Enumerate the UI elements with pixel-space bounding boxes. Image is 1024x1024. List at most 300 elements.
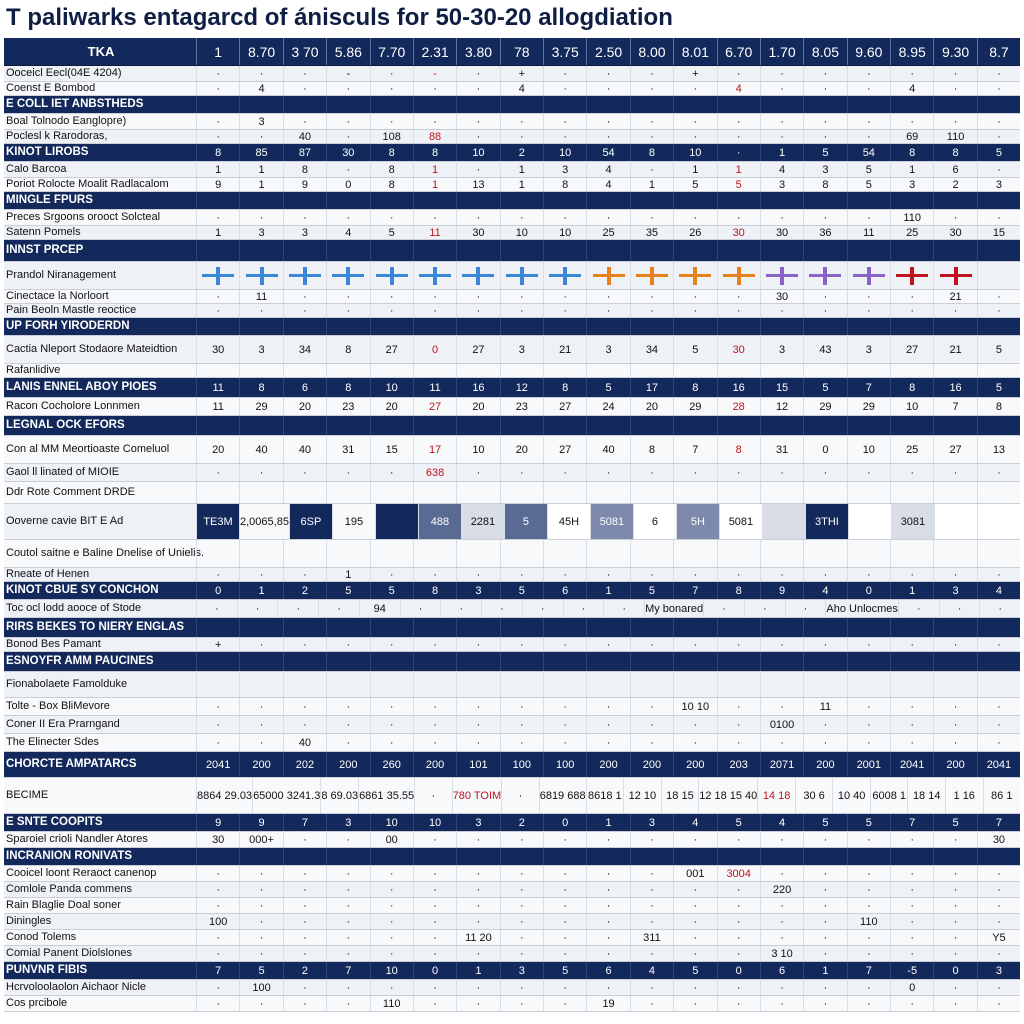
- table-cell: [413, 652, 456, 671]
- table-cell: ·: [543, 914, 586, 929]
- table-cell: [847, 618, 890, 637]
- table-cell: ·: [847, 210, 890, 225]
- section-row: [4, 962, 1020, 980]
- table-cell: ·: [847, 882, 890, 897]
- table-cell: 1 16: [945, 778, 983, 813]
- table-cell: 7: [847, 378, 890, 397]
- table-cell: 5: [717, 814, 760, 831]
- table-cell: 10: [543, 226, 586, 239]
- table-cell: 3: [239, 226, 282, 239]
- header-cells: [196, 38, 1020, 65]
- table-cell: [586, 540, 629, 567]
- table-cell: ·: [890, 866, 933, 881]
- table-cell: 94: [359, 600, 400, 617]
- table-cell: 40: [239, 436, 282, 463]
- table-cell: ·: [977, 638, 1020, 651]
- table-cell: [717, 416, 760, 435]
- table-cell: ·: [196, 66, 239, 81]
- table-cell: ·: [803, 464, 846, 481]
- table-cell: 3: [586, 336, 629, 363]
- table-cell: ·: [326, 898, 369, 913]
- table-cell: ·: [847, 980, 890, 995]
- table-cell: 4: [717, 82, 760, 95]
- table-cell: [326, 364, 369, 377]
- table-cell: ·: [500, 568, 543, 581]
- table-cell: 1: [239, 162, 282, 177]
- table-cell: 2041: [977, 752, 1020, 777]
- table-cell: ·: [977, 464, 1020, 481]
- table-cell: 11 20: [456, 930, 499, 945]
- table-cell: [717, 848, 760, 865]
- table-cell: ·: [933, 638, 976, 651]
- table-cell: [196, 318, 239, 335]
- table-cell: ·: [803, 568, 846, 581]
- table-cell: ·: [456, 210, 499, 225]
- table-cell: ·: [977, 734, 1020, 751]
- table-cell: 3: [456, 582, 499, 599]
- project-marker: [933, 262, 976, 289]
- table-cell: [370, 364, 413, 377]
- table-cell: [283, 364, 326, 377]
- table-cell: 4: [890, 82, 933, 95]
- table-cell: ·: [370, 698, 413, 715]
- table-cell: 4: [500, 82, 543, 95]
- table-cell: ·: [803, 304, 846, 317]
- table-cell: [196, 192, 239, 209]
- table-cell: 200: [413, 752, 456, 777]
- table-cell: ·: [933, 698, 976, 715]
- table-cell: 18 14: [907, 778, 945, 813]
- table-cell: ·: [673, 638, 716, 651]
- table-cell: ·: [326, 914, 369, 929]
- table-cell: 85: [239, 144, 282, 161]
- table-cell: 4: [673, 814, 716, 831]
- table-cell: [977, 652, 1020, 671]
- table-cell: 5: [326, 582, 369, 599]
- table-cell: 5: [370, 582, 413, 599]
- row-cells: [196, 378, 1020, 397]
- table-cell: ·: [630, 898, 673, 913]
- table-cell: 3081: [891, 504, 934, 539]
- table-cell: [543, 318, 586, 335]
- row-cells: [196, 398, 1020, 415]
- row-label: UP FORH YIRODERDN: [6, 320, 130, 332]
- table-cell: ·: [440, 600, 481, 617]
- table-cell: ·: [500, 946, 543, 961]
- table-cell: [673, 416, 716, 435]
- table-cell: ·: [326, 130, 369, 143]
- table-cell: ·: [283, 304, 326, 317]
- table-cell: [239, 416, 282, 435]
- header-cell: 8.95: [890, 38, 933, 65]
- table-cell: ·: [543, 898, 586, 913]
- row-cells: [196, 262, 1020, 289]
- table-cell: [456, 652, 499, 671]
- row-cells: [196, 778, 1020, 813]
- table-cell: ·: [890, 66, 933, 81]
- table-cell: 8864 29.03: [196, 778, 252, 813]
- table-cell: ·: [847, 464, 890, 481]
- table-cell: ·: [847, 130, 890, 143]
- table-cell: 24: [586, 398, 629, 415]
- table-cell: ·: [326, 304, 369, 317]
- table-cell: ·: [370, 930, 413, 945]
- table-cell: 0: [847, 582, 890, 599]
- table-cell: ·: [630, 716, 673, 733]
- table-cell: 10: [456, 436, 499, 463]
- table-cell: ·: [283, 996, 326, 1011]
- table-cell: ·: [977, 568, 1020, 581]
- table-cell: [196, 364, 239, 377]
- table-cell: 2041: [196, 752, 239, 777]
- table-cell: [803, 240, 846, 261]
- table-cell: [717, 618, 760, 637]
- table-cell: [586, 672, 629, 697]
- row-label: Coner II Era Prarngand: [6, 718, 120, 730]
- table-cell: 10: [456, 144, 499, 161]
- table-cell: [630, 652, 673, 671]
- table-cell: [326, 416, 369, 435]
- table-cell: ·: [977, 66, 1020, 81]
- table-cell: [239, 482, 282, 503]
- table-cell: [239, 192, 282, 209]
- table-cell: ·: [586, 210, 629, 225]
- table-cell: 100: [500, 752, 543, 777]
- table-cell: 100: [543, 752, 586, 777]
- table-cell: 200: [803, 752, 846, 777]
- table-cell: [370, 240, 413, 261]
- table-cell: 8: [630, 144, 673, 161]
- table-cell: ·: [283, 914, 326, 929]
- table-cell: ·: [283, 980, 326, 995]
- table-cell: [762, 504, 805, 539]
- table-cell: ·: [898, 600, 939, 617]
- table-cell: ·: [717, 698, 760, 715]
- row-cells: [196, 364, 1020, 377]
- table-cell: [456, 96, 499, 113]
- table-cell: 8: [413, 144, 456, 161]
- table-cell: ·: [413, 832, 456, 847]
- table-cell: [326, 848, 369, 865]
- table-cell: 8: [717, 582, 760, 599]
- table-cell: ·: [239, 866, 282, 881]
- row-cells: [196, 540, 1020, 567]
- table-cell: ·: [196, 898, 239, 913]
- table-cell: 30: [717, 226, 760, 239]
- table-cell: ·: [630, 996, 673, 1011]
- table-cell: 6: [633, 504, 676, 539]
- table-cell: ·: [239, 914, 282, 929]
- table-cell: 1: [413, 178, 456, 191]
- table-cell: ·: [673, 130, 716, 143]
- row-cells: [196, 114, 1020, 129]
- table-cell: [586, 96, 629, 113]
- table-cell: ·: [326, 980, 369, 995]
- table-cell: 4: [760, 162, 803, 177]
- table-cell: ·: [543, 698, 586, 715]
- table-cell: 2001: [847, 752, 890, 777]
- row-label: E SNTE COOPITS: [6, 816, 103, 828]
- table-cell: [283, 540, 326, 567]
- table-cell: ·: [500, 866, 543, 881]
- allocation-table: [4, 38, 1020, 1012]
- project-marker: [283, 262, 326, 289]
- table-cell: [890, 96, 933, 113]
- table-cell: 3: [933, 582, 976, 599]
- project-marker: [413, 262, 456, 289]
- table-cell: [760, 96, 803, 113]
- row-label: Rain Blaglie Doal soner: [6, 899, 121, 911]
- table-cell: [283, 848, 326, 865]
- table-cell: ·: [673, 996, 716, 1011]
- table-cell: 15: [977, 226, 1020, 239]
- table-cell: ·: [370, 210, 413, 225]
- table-cell: ·: [977, 866, 1020, 881]
- table-cell: 16: [933, 378, 976, 397]
- header-cell: 8.7: [977, 38, 1020, 65]
- table-cell: [673, 96, 716, 113]
- table-cell: [586, 192, 629, 209]
- table-cell: ·: [283, 930, 326, 945]
- table-cell: 0100: [760, 716, 803, 733]
- table-cell: 7: [933, 398, 976, 415]
- header-cell: 3.80: [456, 38, 499, 65]
- table-cell: [933, 240, 976, 261]
- table-cell: 3: [977, 962, 1020, 979]
- table-cell: [543, 416, 586, 435]
- row-cells: [196, 672, 1020, 697]
- row-label: Poriot Rolocte Moalit Radlacalom: [6, 178, 169, 190]
- row-label: RIRS BEKES TO NIERY ENGLAS: [6, 621, 185, 633]
- table-cell: 30: [760, 290, 803, 303]
- table-cell: ·: [933, 882, 976, 897]
- project-marker: [847, 262, 890, 289]
- table-cell: ·: [586, 914, 629, 929]
- table-cell: ·: [803, 898, 846, 913]
- table-cell: 10: [370, 378, 413, 397]
- table-cell: [283, 482, 326, 503]
- table-cell: 5: [239, 962, 282, 979]
- table-cell: [803, 482, 846, 503]
- table-body: [4, 66, 1020, 1012]
- table-cell: ·: [370, 980, 413, 995]
- table-cell: ·: [326, 162, 369, 177]
- table-cell: [543, 240, 586, 261]
- table-cell: ·: [283, 464, 326, 481]
- table-cell: 17: [413, 436, 456, 463]
- table-cell: 11: [196, 398, 239, 415]
- table-cell: [283, 192, 326, 209]
- table-cell: 25: [890, 226, 933, 239]
- row-cells: [196, 600, 1020, 617]
- table-cell: ·: [456, 304, 499, 317]
- table-cell: [977, 364, 1020, 377]
- table-cell: 0: [803, 436, 846, 463]
- row-cells: [196, 82, 1020, 95]
- table-cell: 260: [370, 752, 413, 777]
- table-cell: ·: [760, 980, 803, 995]
- table-cell: [847, 672, 890, 697]
- table-cell: [413, 618, 456, 637]
- table-cell: [673, 482, 716, 503]
- table-cell: [890, 672, 933, 697]
- table-row: [4, 832, 1020, 848]
- table-cell: ·: [630, 568, 673, 581]
- table-cell: ·: [196, 210, 239, 225]
- table-cell: ·: [413, 914, 456, 929]
- table-cell: ·: [977, 698, 1020, 715]
- table-cell: 8: [543, 378, 586, 397]
- table-cell: ·: [847, 290, 890, 303]
- table-cell: 7: [196, 962, 239, 979]
- table-cell: ·: [803, 716, 846, 733]
- row-label: Comial Panent Diolslones: [6, 947, 132, 959]
- table-cell: ·: [326, 464, 369, 481]
- table-cell: ·: [196, 980, 239, 995]
- header-cell: 8.00: [630, 38, 673, 65]
- table-cell: [977, 318, 1020, 335]
- table-cell: ·: [239, 946, 282, 961]
- table-cell: ·: [500, 698, 543, 715]
- table-cell: 1: [630, 178, 673, 191]
- table-cell: [326, 318, 369, 335]
- table-cell: 9: [196, 178, 239, 191]
- table-cell: ·: [456, 996, 499, 1011]
- table-cell: [673, 540, 716, 567]
- table-cell: ·: [630, 66, 673, 81]
- table-cell: ·: [586, 882, 629, 897]
- row-cells: [196, 832, 1020, 847]
- table-cell: ·: [890, 304, 933, 317]
- table-cell: ·: [586, 734, 629, 751]
- table-cell: 10: [890, 398, 933, 415]
- table-cell: ·: [977, 996, 1020, 1011]
- table-cell: [586, 364, 629, 377]
- table-cell: [803, 416, 846, 435]
- table-cell: ·: [803, 980, 846, 995]
- table-cell: [326, 618, 369, 637]
- table-cell: ·: [673, 210, 716, 225]
- table-cell: ·: [890, 734, 933, 751]
- table-cell: ·: [847, 568, 890, 581]
- table-cell: ·: [563, 600, 604, 617]
- table-cell: ·: [933, 914, 976, 929]
- table-row: [4, 162, 1020, 178]
- table-cell: [630, 364, 673, 377]
- table-cell: ·: [370, 946, 413, 961]
- table-row: [4, 568, 1020, 582]
- table-cell: 29: [803, 398, 846, 415]
- table-cell: ·: [630, 130, 673, 143]
- table-cell: ·: [717, 66, 760, 81]
- table-cell: ·: [630, 162, 673, 177]
- table-cell: 4: [630, 962, 673, 979]
- table-cell: ·: [456, 866, 499, 881]
- table-cell: ·: [977, 980, 1020, 995]
- table-cell: 1: [196, 162, 239, 177]
- table-cell: [283, 618, 326, 637]
- table-cell: [370, 652, 413, 671]
- table-cell: ·: [673, 914, 716, 929]
- table-cell: [456, 240, 499, 261]
- table-cell: ·: [370, 568, 413, 581]
- table-cell: 3: [760, 336, 803, 363]
- table-cell: 2: [283, 582, 326, 599]
- table-cell: ·: [370, 734, 413, 751]
- table-cell: 20: [456, 398, 499, 415]
- table-cell: ·: [456, 832, 499, 847]
- table-cell: [890, 652, 933, 671]
- table-row: [4, 398, 1020, 416]
- table-cell: ·: [326, 82, 369, 95]
- section-row: [4, 416, 1020, 436]
- table-row: [4, 930, 1020, 946]
- table-cell: [413, 318, 456, 335]
- table-row: [4, 482, 1020, 504]
- table-cell: ·: [500, 980, 543, 995]
- table-cell: 14 18: [757, 778, 795, 813]
- table-cell: ·: [933, 898, 976, 913]
- table-header: [4, 38, 1020, 66]
- table-cell: 11: [803, 698, 846, 715]
- table-cell: ·: [456, 914, 499, 929]
- table-cell: ·: [803, 114, 846, 129]
- table-cell: ·: [933, 210, 976, 225]
- table-cell: [413, 416, 456, 435]
- row-label: Prandol Niranagement: [6, 269, 117, 281]
- table-cell: ·: [239, 930, 282, 945]
- table-cell: 1: [586, 582, 629, 599]
- table-cell: 200: [586, 752, 629, 777]
- table-cell: ·: [543, 290, 586, 303]
- table-cell: 2: [500, 814, 543, 831]
- table-cell: [370, 540, 413, 567]
- row-label: Cooicel loont Reraoct canenop: [6, 867, 157, 879]
- table-cell: 10: [370, 814, 413, 831]
- table-cell: TE3M: [196, 504, 239, 539]
- table-cell: 31: [326, 436, 369, 463]
- table-cell: 11: [196, 378, 239, 397]
- table-row: [4, 290, 1020, 304]
- table-cell: 28: [717, 398, 760, 415]
- table-cell: [370, 482, 413, 503]
- table-cell: 5: [673, 962, 716, 979]
- table-cell: 10 10: [673, 698, 716, 715]
- table-cell: ·: [239, 130, 282, 143]
- table-cell: ·: [673, 82, 716, 95]
- table-cell: [239, 240, 282, 261]
- table-cell: 10: [413, 814, 456, 831]
- table-cell: 3: [456, 814, 499, 831]
- table-cell: ·: [414, 778, 452, 813]
- section-row: [4, 144, 1020, 162]
- table-cell: 110: [847, 914, 890, 929]
- table-cell: ·: [500, 210, 543, 225]
- row-label: INCRANION RONIVATS: [6, 850, 133, 862]
- row-label: PUNVNR FIBIS: [6, 964, 88, 976]
- table-cell: 3: [630, 814, 673, 831]
- table-cell: ·: [196, 996, 239, 1011]
- table-cell: [673, 240, 716, 261]
- table-cell: ·: [196, 114, 239, 129]
- table-cell: ·: [500, 304, 543, 317]
- table-cell: ·: [413, 82, 456, 95]
- table-row: [4, 262, 1020, 290]
- table-cell: ·: [847, 946, 890, 961]
- table-cell: [586, 318, 629, 335]
- table-cell: 100: [196, 914, 239, 929]
- table-cell: 1: [717, 162, 760, 177]
